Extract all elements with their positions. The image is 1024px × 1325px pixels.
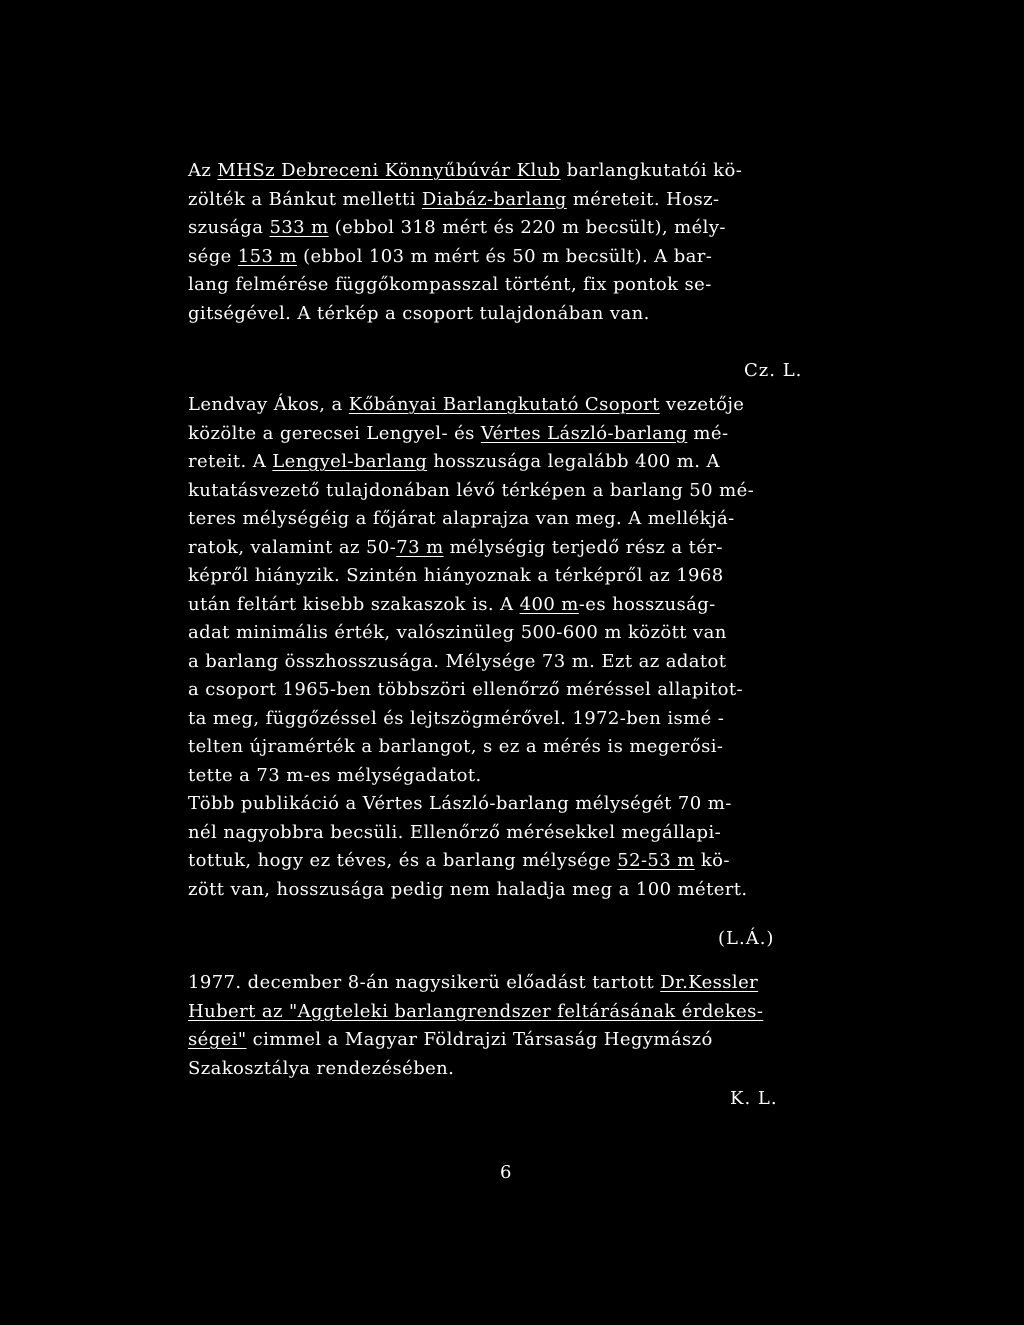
- underlined-phrase: 400 m: [519, 593, 579, 615]
- text-line: képről hiányzik. Szintén hiányoznak a térképről az 1968: [188, 565, 724, 586]
- text-line: teres mélységéig a főjárat alaprajza van meg. A mellékjá-: [188, 508, 735, 529]
- underlined-phrase: Lengyel-barlang: [272, 451, 428, 472]
- underlined-phrase: Kőbányai Barlangkutató Csoport: [348, 394, 660, 415]
- signature-l-a: (L.Á.): [718, 928, 775, 949]
- text-line: a csoport 1965-ben többszöri ellenőrző méréssel allapitot-: [188, 679, 743, 700]
- text-line: kutatásvezető tulajdonában lévő térképen a barlang 50 mé-: [188, 479, 755, 501]
- text-line: Szakosztálya rendezésében.: [188, 1057, 455, 1079]
- text-line: ta meg, függőzéssel és lejtszögmérővel. 1972-ben ismé -: [188, 707, 725, 729]
- underlined-phrase: 533 m: [269, 217, 329, 238]
- text-line: tette a 73 m-es mélységadatot.: [188, 764, 482, 786]
- underlined-phrase: 153 m: [237, 245, 297, 267]
- text-line: 1977. december 8-án nagysikerü előadást tartott Dr.Kessler: [188, 972, 759, 993]
- text-line: gitségével. A térkép a csoport tulajdonában van.: [188, 302, 650, 324]
- underlined-phrase: 73 m: [396, 536, 444, 558]
- text-line: adat minimális érték, valószinüleg 500-600 m között van: [188, 622, 727, 643]
- text-line: tottuk, hogy ez téves, és a barlang mélysége 52-53 m kö-: [188, 850, 730, 871]
- text-line: Lendvay Ákos, a Kőbányai Barlangkutató Csoport vezetője: [188, 394, 745, 415]
- paragraph-kessler-lecture: [188, 969, 763, 1083]
- text-line: ségei" cimmel a Magyar Földrajzi Társaság Hegymászó: [188, 1029, 713, 1050]
- signature-cz-l: Cz. L.: [744, 360, 803, 381]
- text-line: sége 153 m (ebbol 103 m mért és 50 m becsült). A bar-: [188, 245, 713, 267]
- paragraph-debrecen-club: [188, 157, 742, 328]
- underlined-phrase: Dr.Kessler: [660, 972, 759, 993]
- text-line: reteit. A Lengyel-barlang hosszusága legalább 400 m. A: [188, 451, 720, 472]
- text-line: ratok, valamint az 50-73 m mélységig terjedő rész a tér-: [188, 536, 723, 558]
- signature-k-l: K. L.: [730, 1088, 778, 1109]
- text-line: Több publikáció a Vértes László-barlang mélységét 70 m-: [188, 793, 732, 814]
- underlined-phrase: ségei": [188, 1029, 247, 1050]
- text-line: Az MHSz Debreceni Könnyűbúvár Klub barlangkutatói kö-: [188, 160, 743, 181]
- underlined-phrase: 52-53 m: [617, 850, 695, 871]
- text-line: a barlang összhosszusága. Mélysége 73 m. Ezt az adatot: [188, 650, 727, 672]
- text-line: nél nagyobbra becsüli. Ellenőrző mérésekkel megállapi-: [188, 821, 722, 843]
- paragraph-lendvay-report: [188, 391, 754, 904]
- text-line: szusága 533 m (ebbol 318 mért és 220 m becsült), mély-: [188, 217, 726, 238]
- text-line: után feltárt kisebb szakaszok is. A 400 m-es hosszuság-: [188, 593, 716, 615]
- text-line: lang felmérése függőkompasszal történt, fix pontok se-: [188, 274, 712, 295]
- text-line: közölte a gerecsei Lengyel- és Vértes László-barlang mé-: [188, 422, 729, 444]
- page-number: 6: [500, 1162, 512, 1183]
- underlined-phrase: MHSz Debreceni Könnyűbúvár Klub: [217, 160, 561, 181]
- text-line: zött van, hosszusága pedig nem haladja meg a 100 métert.: [188, 878, 748, 900]
- underlined-phrase: Diabáz-barlang: [421, 188, 567, 210]
- underlined-phrase: Hubert az "Aggteleki barlangrendszer feltárásának érdekes-: [188, 1000, 764, 1022]
- text-line: zölték a Bánkut melletti Diabáz-barlang méreteit. Hosz-: [188, 188, 720, 210]
- text-line: telten újramérték a barlangot, s ez a mérés is megerősi-: [188, 736, 724, 757]
- underlined-phrase: Vértes László-barlang: [480, 422, 688, 444]
- text-line: [188, 998, 763, 1027]
